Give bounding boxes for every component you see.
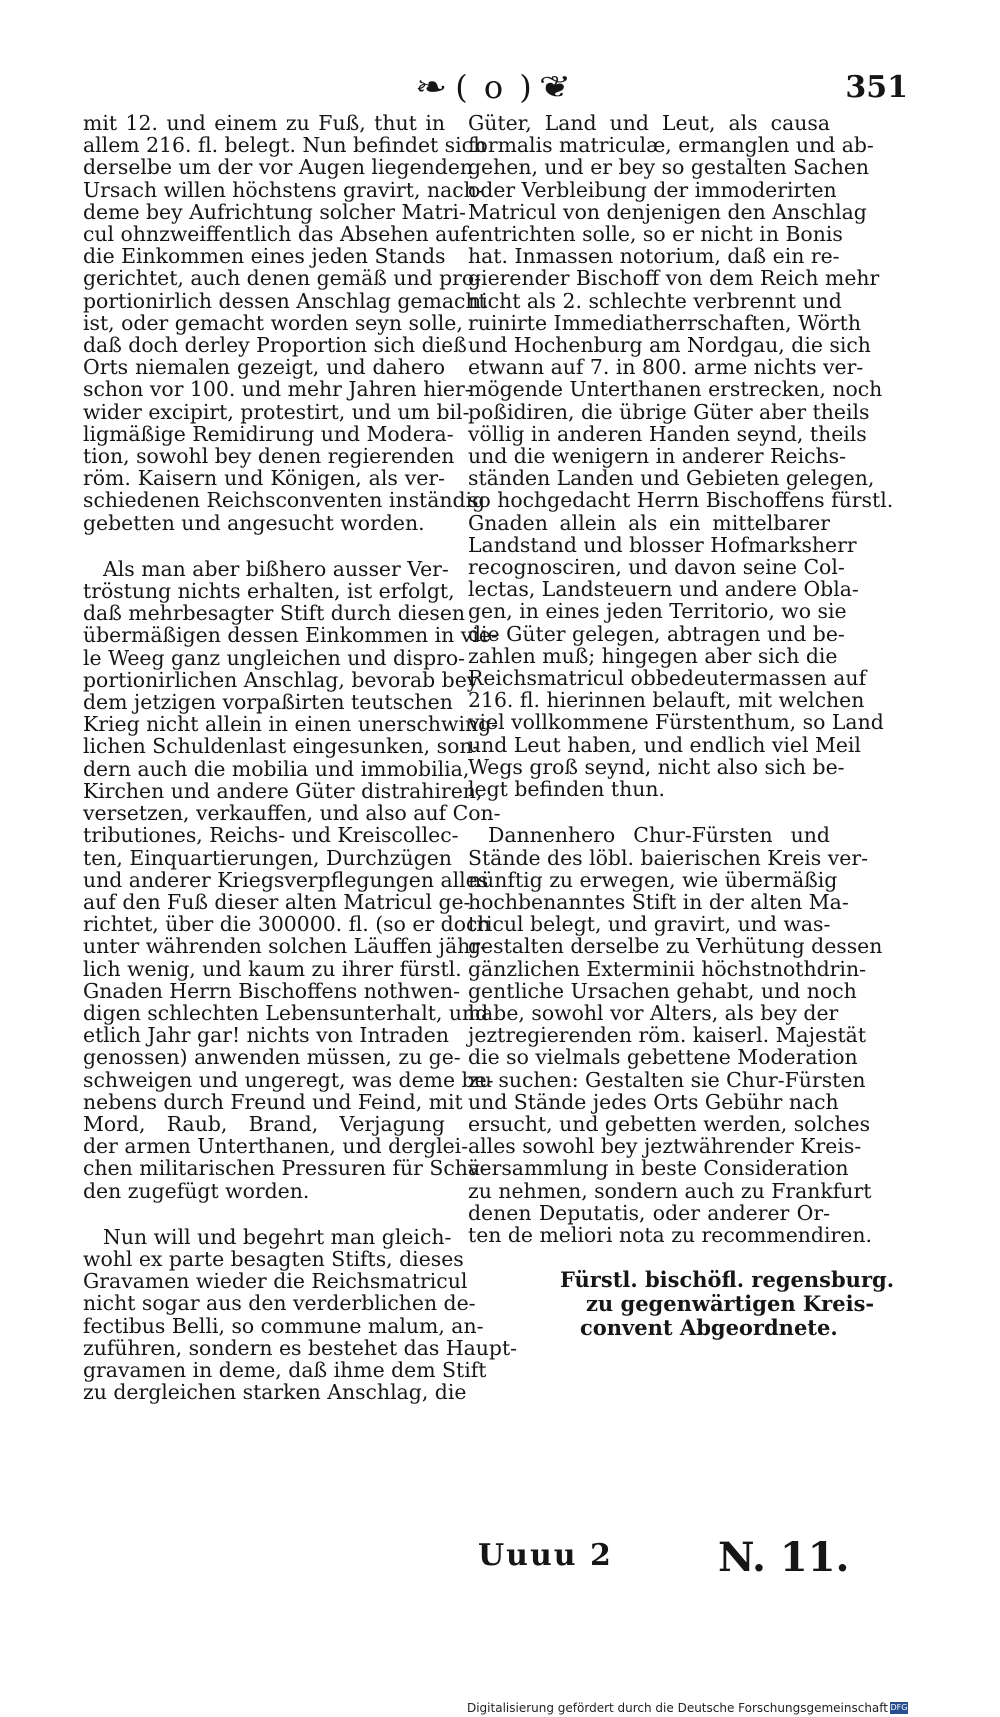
text-line: nicht sogar aus den verderblichen de- (83, 1291, 476, 1316)
text-line: jeztregierenden röm. kaiserl. Majestät (468, 1023, 867, 1048)
text-line: deme bey Aufrichtung solcher Matri- (83, 199, 466, 224)
text-line: ligmäßige Remidirung und Modera- (83, 421, 454, 446)
signature-block (560, 1267, 895, 1340)
text-line: gerichtet, auch denen gemäß und pro- (83, 266, 482, 291)
text-line: habe, sowohl vor Alters, als bey der (468, 1000, 839, 1025)
text-line: übermäßigen dessen Einkommen in vie- (83, 623, 498, 648)
text-line: zahlen muß; hingegen aber sich die (468, 643, 838, 668)
running-header (370, 62, 620, 112)
text-line: Landstand und blosser Hofmarksherr (468, 532, 857, 557)
text-line: schon vor 100. und mehr Jahren hier- (83, 377, 472, 402)
text-line: wohl ex parte besagten Stifts, dieses (83, 1246, 464, 1271)
text-line: genossen) anwenden müssen, zu ge- (83, 1045, 461, 1070)
text-line: gänzlichen Exterminii höchstnothdrin- (468, 956, 866, 981)
text-line: ruinirte Immediatherrschaften, Wörth (468, 310, 861, 335)
text-line: nünftig zu erwegen, wie übermäßig (468, 867, 838, 892)
text-line: Krieg nicht allein in einen unerschwing- (83, 712, 499, 737)
text-line: chen militarischen Pressuren für Schä- (83, 1156, 487, 1181)
text-line: lich wenig, und kaum zu ihrer fürstl. (83, 956, 462, 981)
text-line: tion, sowohl bey denen regierenden (83, 444, 455, 469)
text-line: tributiones, Reichs- und Kreiscollec- (83, 823, 459, 848)
text-line: mögende Unterthanen erstrecken, noch (468, 377, 883, 402)
text-line: zu dergleichen starken Anschlag, die (83, 1380, 467, 1405)
text-line: den zugefügt worden. (83, 1178, 310, 1203)
text-line: dem jetzigen vorpaßirten teutschen (83, 690, 453, 715)
text-line: auf den Fuß dieser alten Matricul ge- (83, 889, 471, 914)
text-line: lichen Schuldenlast eingesunken, son- (83, 734, 480, 759)
text-line: zu nehmen, sondern auch zu Frankfurt (468, 1178, 872, 1203)
text-line: ist, oder gemacht worden seyn solle, (83, 310, 463, 335)
paragraph (468, 823, 883, 1247)
text-line: Als man aber bißhero ausser Ver- (103, 556, 449, 581)
text-line: völlig in anderen Handen seynd, theils (468, 421, 867, 446)
text-line: derselbe um der vor Augen liegenden (83, 155, 474, 180)
text-line: mit 12. und einem zu Fuß, thut in (83, 111, 445, 135)
text-line: gebetten und angesucht worden. (83, 510, 425, 535)
text-line: ten de meliori nota zu recommendiren. (468, 1222, 872, 1247)
text-line: gentliche Ursachen gehabt, und noch (468, 978, 857, 1003)
text-line: der armen Unterthanen, und derglei- (83, 1134, 469, 1159)
text-line: daß mehrbesagter Stift durch diesen (83, 601, 466, 626)
digitization-note: Digitalisierung gefördert durch die Deutsche Forschungsgemeinschaft (466, 1701, 888, 1715)
page-number: 351 (845, 70, 908, 105)
text-line: gravamen in deme, daß ihme dem Stift (83, 1357, 487, 1382)
text-line: und die wenigern in anderer Reichs- (468, 444, 847, 469)
text-line: Orts niemalen gezeigt, und dahero (83, 355, 445, 380)
header-ornament-text: ( o ) (455, 68, 535, 106)
text-line: Güter, Land und Leut, als causa (468, 111, 830, 135)
text-line: hat. Inmassen notorium, daß ein re- (468, 244, 840, 269)
text-line: hochbenanntes Stift in der alten Ma- (468, 889, 849, 914)
dfg-logo-icon: DFG (890, 1703, 908, 1712)
text-line: gierender Bischoff von dem Reich mehr (468, 266, 880, 291)
text-line: nebens durch Freund und Feind, mit (83, 1089, 463, 1114)
text-line: richtet, über die 300000. fl. (so er doch (83, 912, 491, 937)
text-line: recognosciren, und davon seine Col- (468, 555, 845, 580)
text-line: viel vollkommene Fürstenthum, so Land (468, 710, 884, 735)
text-line: versammlung in beste Consideration (468, 1156, 849, 1181)
text-line: die Güter gelegen, abtragen und be- (468, 621, 845, 646)
signature-line: Fürstl. bischöfl. regensburg. (560, 1267, 895, 1292)
text-line: Gravamen wieder die Reichsmatricul (83, 1269, 468, 1294)
text-line: ten, Einquartierungen, Durchzügen (83, 845, 452, 870)
text-line: so hochgedacht Herrn Bischoffens fürstl. (468, 488, 894, 513)
text-line: die Einkommen eines jeden Stands (83, 244, 446, 269)
text-line: zu suchen: Gestalten sie Chur-Fürsten (468, 1067, 866, 1092)
right-column (468, 111, 894, 1247)
text-line: digen schlechten Lebensunterhalt, und (83, 1000, 489, 1025)
text-line: tröstung nichts erhalten, ist erfolgt, (83, 579, 455, 604)
text-line: 216. fl. hierinnen belauft, mit welchen (468, 688, 865, 713)
text-line: tricul belegt, und gravirt, und was- (468, 912, 831, 937)
text-line: gen, in eines jeden Territorio, wo sie (468, 599, 847, 624)
text-line: die so vielmals gebettene Moderation (468, 1045, 858, 1070)
text-line: unter währenden solchen Läuffen jähr- (83, 934, 487, 959)
text-line: gehen, und er bey so gestalten Sachen (468, 155, 870, 180)
paragraph (83, 556, 501, 1203)
text-line: cul ohnzweiffentlich das Absehen auf (83, 222, 468, 247)
paragraph (83, 111, 487, 535)
text-line: Mord, Raub, Brand, Verjagung (83, 1111, 445, 1136)
text-line: oder Verbleibung der immoderirten (468, 177, 837, 202)
text-line: fectibus Belli, so commune malum, an- (83, 1313, 484, 1338)
text-line: Gnaden Herrn Bischoffens nothwen- (83, 978, 460, 1003)
text-line: entrichten solle, so er nicht in Bonis (468, 222, 843, 247)
text-line: Stände des löbl. baierischen Kreis ver- (468, 845, 868, 870)
text-line: Reichsmatricul obbedeutermassen auf (468, 666, 867, 691)
text-line: poßidiren, die übrige Güter aber theils (468, 399, 870, 424)
text-line: und Stände jedes Orts Gebühr nach (468, 1089, 839, 1114)
text-line: Ursach willen höchstens gravirt, nach- (83, 177, 484, 202)
text-line: etlich Jahr gar! nichts von Intraden (83, 1023, 449, 1048)
text-line: Matricul von denjenigen den Anschlag (468, 199, 867, 224)
text-line: wider excipirt, protestirt, und um bil- (83, 399, 470, 424)
text-line: und Leut haben, und endlich viel Meil (468, 732, 861, 757)
text-line: Wegs groß seynd, nicht also sich be- (468, 754, 845, 779)
text-line: Gnaden allein als ein mittelbarer (468, 510, 830, 535)
signature-line: convent Abgeordnete. (580, 1315, 838, 1340)
text-line: alles sowohl bey jeztwährender Kreis- (468, 1134, 862, 1159)
paragraph (468, 111, 894, 802)
fleuron-right-icon: ❦ (538, 69, 576, 105)
text-line: und Hochenburg am Nordgau, die sich (468, 333, 871, 358)
text-line: schweigen und ungeregt, was deme be- (83, 1067, 494, 1092)
text-line: dern auch die mobilia und immobilia, (83, 756, 470, 781)
text-line: formalis matriculæ, ermanglen und ab- (468, 133, 874, 158)
fleuron-left-icon: ❧ (414, 69, 452, 105)
text-line: daß doch derley Proportion sich dieß (83, 333, 467, 358)
text-line: ständen Landen und Gebieten gelegen, (468, 466, 875, 491)
text-line: Kirchen und andere Güter distrahiren, (83, 778, 483, 803)
text-line: gestalten derselbe zu Verhütung dessen (468, 934, 883, 959)
signature-mark: Uuuu 2 (478, 1538, 613, 1573)
text-line: le Weeg ganz ungleichen und dispro- (83, 645, 466, 670)
text-line: nicht als 2. schlechte verbrennt und (468, 288, 842, 313)
catchword: N. 11. (718, 1534, 850, 1581)
paragraph (83, 1224, 518, 1405)
signature-line: zu gegenwärtigen Kreis- (586, 1291, 875, 1316)
text-line: Nun will und begehrt man gleich- (103, 1224, 452, 1249)
text-line: röm. Kaisern und Königen, als ver- (83, 466, 445, 491)
text-line: portionirlich dessen Anschlag gemacht (83, 288, 487, 313)
text-line: schiedenen Reichsconventen inständig (83, 488, 486, 513)
text-line: zuführen, sondern es bestehet das Haupt- (83, 1335, 518, 1360)
text-line: allem 216. fl. belegt. Nun befindet sich (83, 133, 487, 158)
text-line: versetzen, verkauffen, und also auf Con- (83, 801, 501, 826)
text-line: Dannenhero Chur-Fürsten und (488, 823, 830, 848)
text-line: etwann auf 7. in 800. arme nichts ver- (468, 355, 864, 380)
text-line: legt befinden thun. (468, 777, 665, 802)
text-line: lectas, Landsteuern und andere Obla- (468, 577, 859, 602)
text-line: ersucht, und gebetten werden, solches (468, 1111, 871, 1136)
left-column (83, 111, 518, 1405)
text-line: denen Deputatis, oder anderer Or- (468, 1200, 830, 1225)
text-line: portionirlichen Anschlag, bevorab bey (83, 667, 479, 692)
text-line: und anderer Kriegsverpflegungen alles (83, 867, 489, 892)
